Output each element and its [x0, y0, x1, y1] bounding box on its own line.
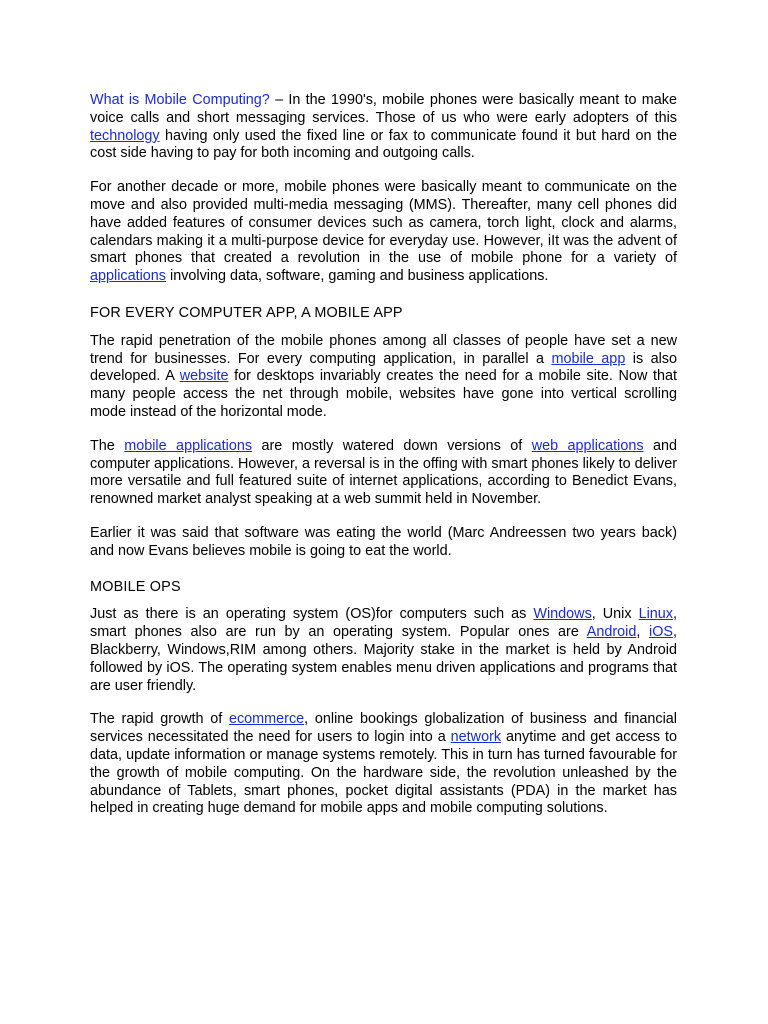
paragraph-text: anytime and get access to data, update information or manage systems remotely. This in turn has turned favourable for the growth of mobile computing. On the hardware side, the revolution unleashed by the abundance of Tablets, smart phones, pocket digital assistants (PDA) in the market has helped in creating huge demand for mobile apps and mobile computing solutions.	[90, 729, 677, 817]
software-eating-world-paragraph	[90, 525, 677, 561]
paragraph-text: , online bookings globalization of business and financial services necessitated the need for users to login into a	[90, 711, 677, 746]
lead-question-link[interactable]: What is Mobile Computing?	[90, 92, 270, 108]
paragraph-text: , smart phones also are run by an operating system. Popular ones are	[90, 606, 677, 641]
paragraph-text: ,	[636, 624, 650, 641]
paragraph-text: having only used the fixed line or fax to communicate found it but hard on the cost side having to pay for both incoming and outgoing calls.	[90, 127, 677, 162]
website-link[interactable]: website	[179, 368, 229, 385]
paragraph-text: are mostly watered down versions of	[252, 437, 532, 454]
paragraph-text: For another decade or more, mobile phones were basically meant to communicate on the move and also provided multi-media messaging (MMS). Thereafter, many cell phones did have added features of consumer devices such as camera, torch light, clock and alarms, calendars making it a multi-purpose device for everyday use. However, iIt was the advent of smart phones that created a revolution in the use of mobile phone for a variety of	[90, 179, 677, 267]
operating-system-paragraph	[90, 606, 677, 695]
paragraph-text: for desktops invariably creates the need for a mobile site. Now that many people access the net through mobile, websites have gone into vertical scrolling mode instead of the horizontal mode.	[90, 368, 677, 420]
web-applications-link[interactable]: web applications	[531, 437, 644, 454]
article-body	[90, 92, 677, 834]
ecommerce-link[interactable]: ecommerce	[228, 711, 305, 728]
technology-link[interactable]: technology	[90, 127, 160, 144]
android-link[interactable]: Android	[586, 624, 637, 641]
section-heading-mobile-ops: MOBILE OPS	[90, 578, 181, 595]
mobile-applications-paragraph	[90, 438, 677, 509]
paragraph-text: is also developed. A	[90, 350, 677, 385]
network-link[interactable]: network	[450, 729, 502, 746]
ios-link[interactable]: iOS	[649, 624, 674, 641]
paragraph-text: and computer applications. However, a reversal is in the offing with smart phones likely to deliver more versatile and full featured suite of internet applications, according to Benedict Evans, renowned market analyst speaking at a web summit held in November.	[90, 437, 677, 508]
paragraph-text: The rapid penetration of the mobile phones among all classes of people have set a new trend for businesses. For every computing application, in parallel a	[90, 332, 677, 367]
windows-link[interactable]: Windows	[533, 606, 592, 623]
intro-paragraph	[90, 92, 677, 163]
paragraph-text: Just as there is an operating system (OS)for computers such as	[90, 606, 534, 623]
mobile-app-link[interactable]: mobile app	[551, 350, 626, 367]
paragraph-text: Earlier it was said that software was eating the world (Marc Andreessen two years back) and now Evans believes mobile is going to eat the world.	[90, 524, 677, 559]
paragraph-text: The	[90, 437, 125, 454]
history-paragraph	[90, 179, 677, 286]
linux-link[interactable]: Linux	[638, 606, 673, 623]
mobile-applications-link[interactable]: mobile applications	[124, 437, 253, 454]
paragraph-text: The rapid growth of	[90, 711, 229, 728]
section-heading-mobile-app: FOR EVERY COMPUTER APP, A MOBILE APP	[90, 304, 403, 321]
paragraph-text: , Blackberry, Windows,RIM among others. Majority stake in the market is held by Android followed by iOS. The operating system enables menu driven applications and programs that are user friendly.	[90, 624, 678, 694]
ecommerce-paragraph	[90, 711, 677, 818]
paragraph-text: involving data, software, gaming and business applications.	[166, 268, 549, 285]
penetration-paragraph	[90, 333, 677, 422]
paragraph-text: , Unix	[591, 606, 639, 623]
paragraph-text: – In the 1990's, mobile phones were basically meant to make voice calls and short messaging services. Those of us who were early adopters of this	[90, 92, 677, 126]
applications-link[interactable]: applications	[90, 268, 167, 285]
